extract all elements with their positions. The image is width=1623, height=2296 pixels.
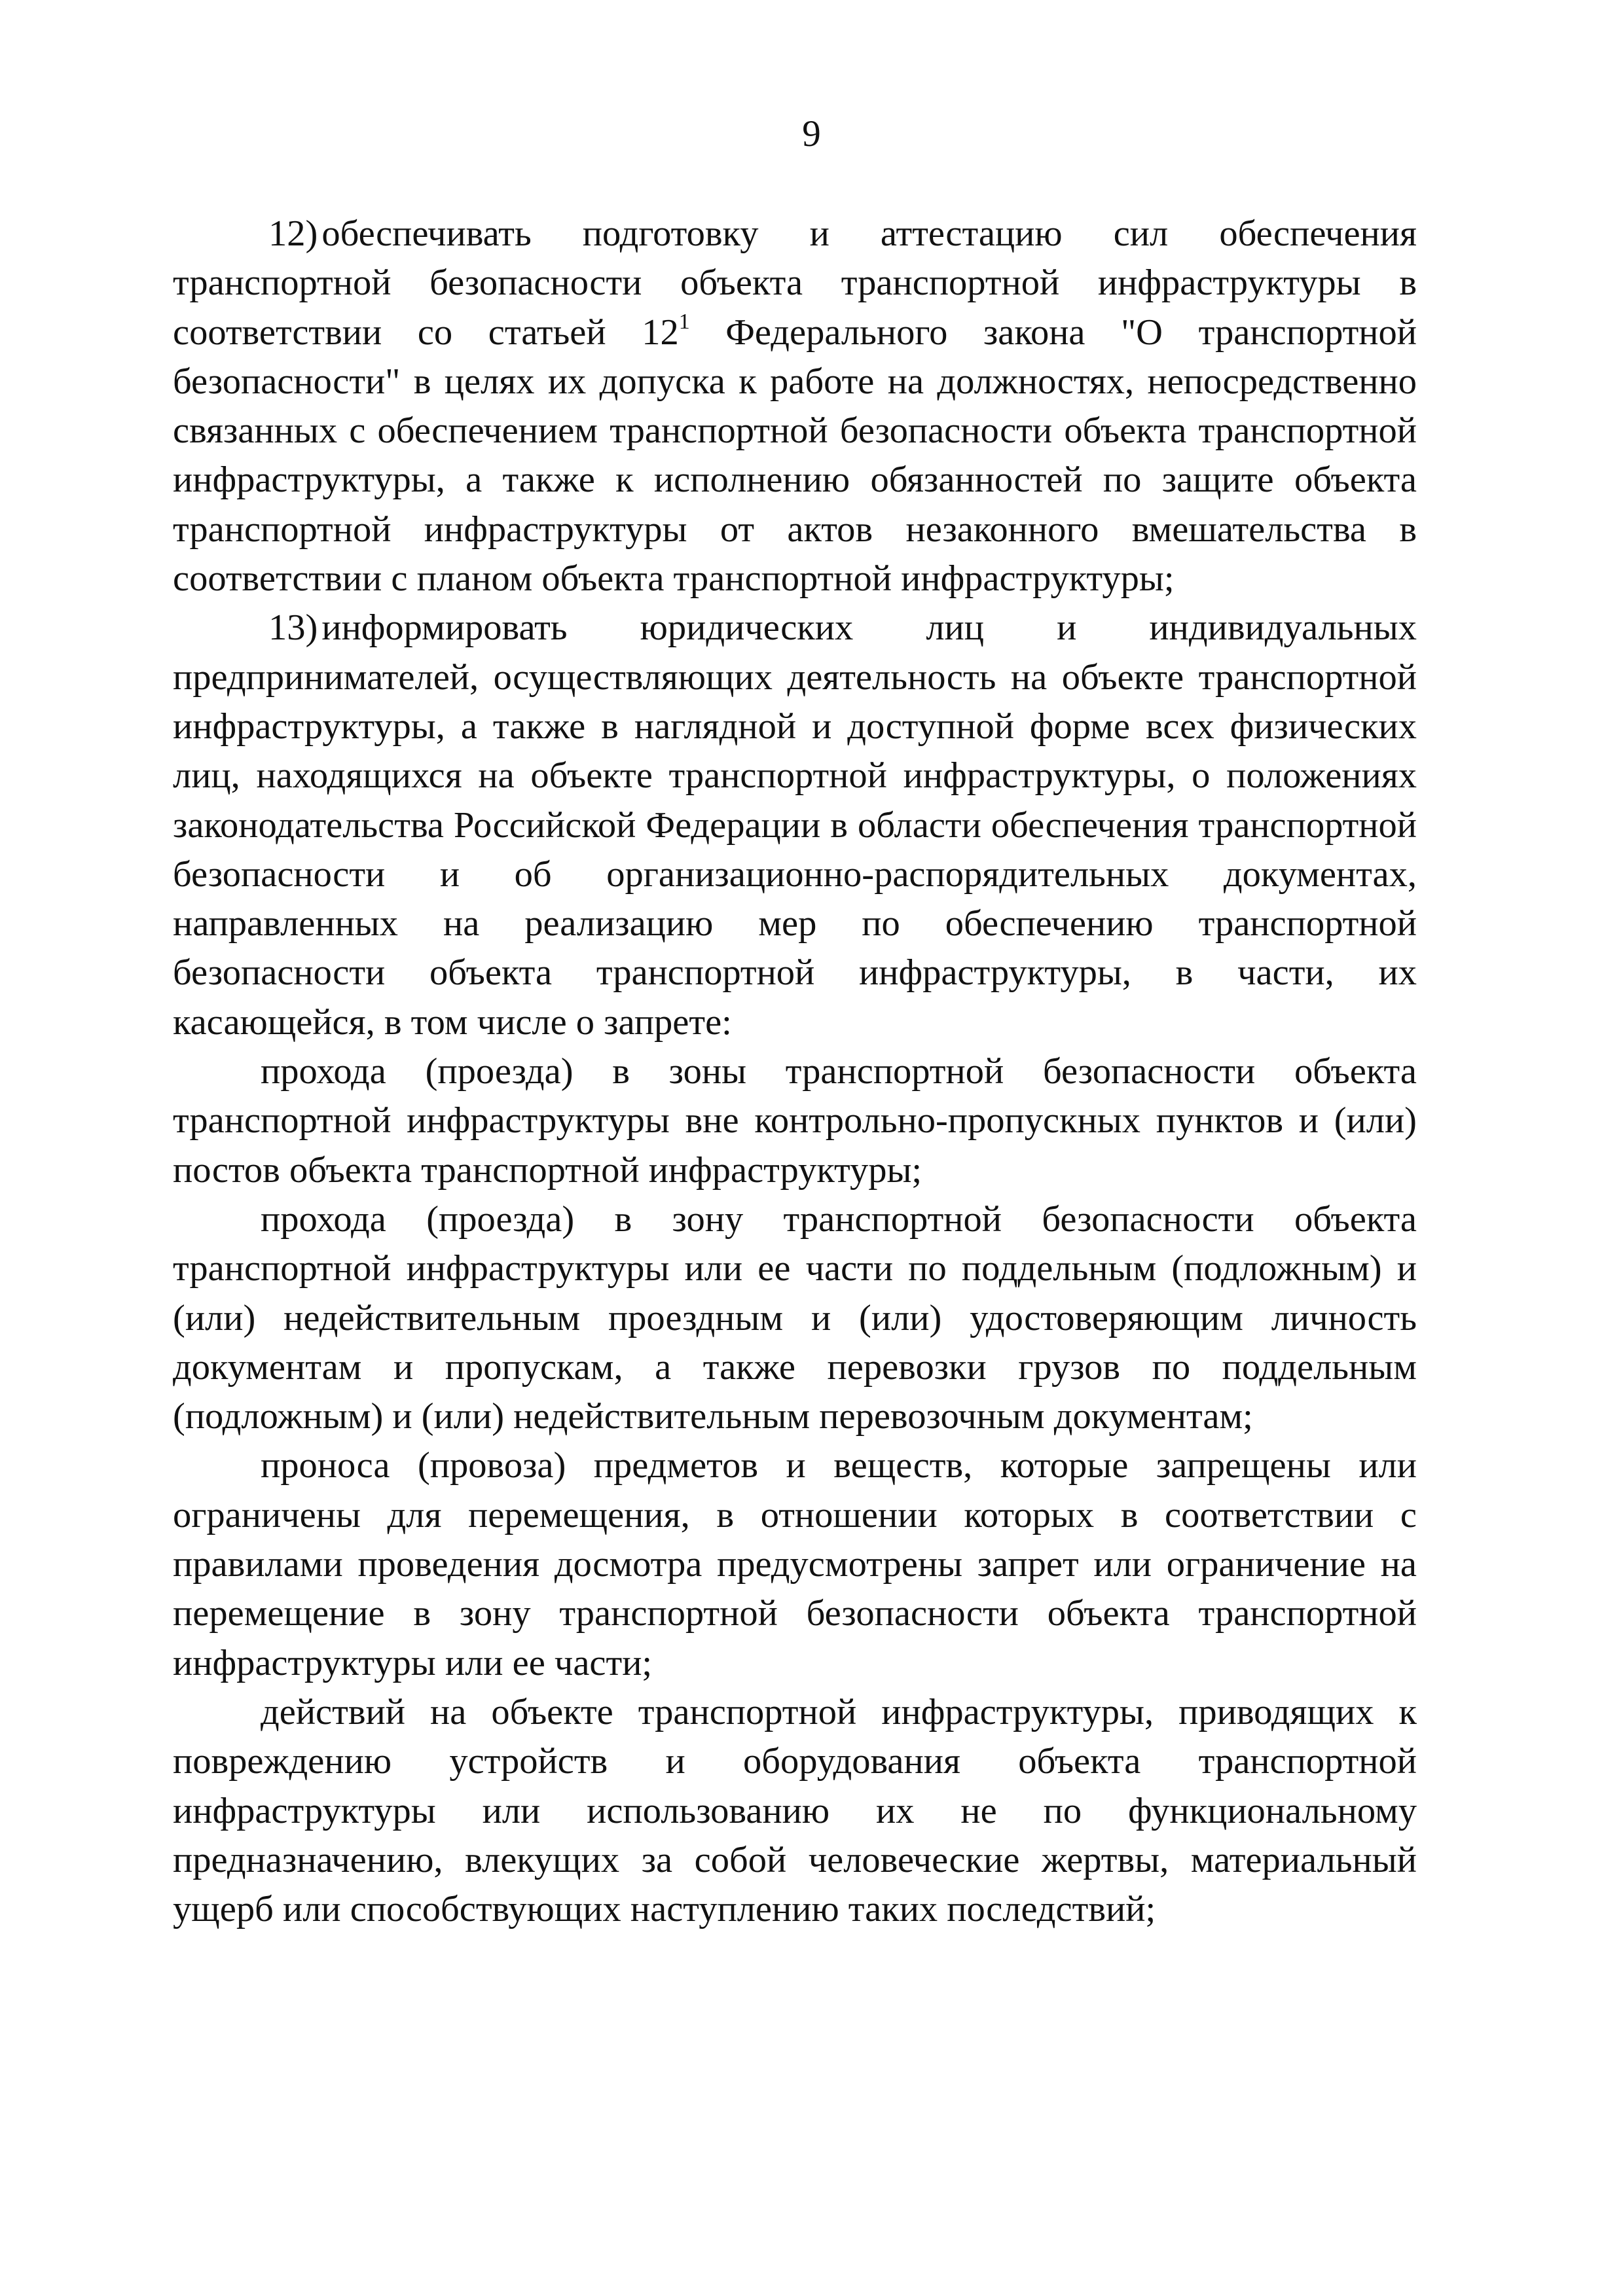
list-item-13 bbox=[173, 603, 1417, 1047]
document-body bbox=[173, 209, 1417, 1934]
page-number: 9 bbox=[802, 113, 821, 154]
paragraph-text: Федерального закона "О транспортной безопасности" в целях их допуска к работе на должностях, непосредственно связанных с обеспечением транспортной безопасности объекта транспортной инфраструктуры, а также к исполнению обязанностей по защите объекта транспортной инфраструктуры от актов незаконного вмешательства в соответствии с планом объекта транспортной инфраструктуры; bbox=[173, 312, 1417, 600]
list-item-number: 13) bbox=[268, 607, 318, 649]
superscript: 1 bbox=[678, 309, 690, 334]
list-item-12 bbox=[173, 209, 1417, 603]
prohibition-item: проноса (провоза) предметов и веществ, которые запрещены или ограничены для перемещения, в отношении которых в соответствии с правилами проведения досмотра предусмотрены запрет или ограничение на перемещение в зону транспортной безопасности объекта транспортной инфраструктуры или ее части; bbox=[173, 1445, 1417, 1683]
prohibition-item: прохода (проезда) в зоны транспортной безопасности объекта транспортной инфраструктуры вне контрольно-пропускных пунктов и (или) постов объекта транспортной инфраструктуры; bbox=[173, 1051, 1417, 1191]
paragraph-text: информировать юридических лиц и индивидуальных предпринимателей, осуществляющих деятельность на объекте транспортной инфраструктуры, а также в наглядной и доступной форме всех физических лиц, находящихся на объекте транспортной инфраструктуры, о положениях законодательства Российской Федерации в области обеспечения транспортной безопасности и об организационно-распорядительных документах, направленных на реализацию мер по обеспечению транспортной безопасности объекта транспортной инфраструктуры, в части, их касающейся, в том числе о запрете: bbox=[173, 607, 1417, 1043]
paragraph-text: обеспечивать подготовку и аттестацию сил обеспечения транспортной безопасности объекта транспортной инфраструктуры в соответствии со статьей 12 bbox=[173, 213, 1417, 353]
list-item-number: 12) bbox=[268, 213, 318, 254]
prohibition-item: прохода (проезда) в зону транспортной безопасности объекта транспортной инфраструктуры или ее части по поддельным (подложным) и (или) недействительным проездным и (или) удостоверяющим личность документам и пропускам, а также перевозки грузов по поддельным (подложным) и (или) недействительным перевозочным документам; bbox=[173, 1198, 1417, 1437]
prohibition-item: действий на объекте транспортной инфраструктуры, приводящих к повреждению устройств и оборудования объекта транспортной инфраструктуры или использованию их не по функциональному предназначению, влекущих за собой человеческие жертвы, материальный ущерб или способствующих наступлению таких последствий; bbox=[173, 1691, 1417, 1930]
